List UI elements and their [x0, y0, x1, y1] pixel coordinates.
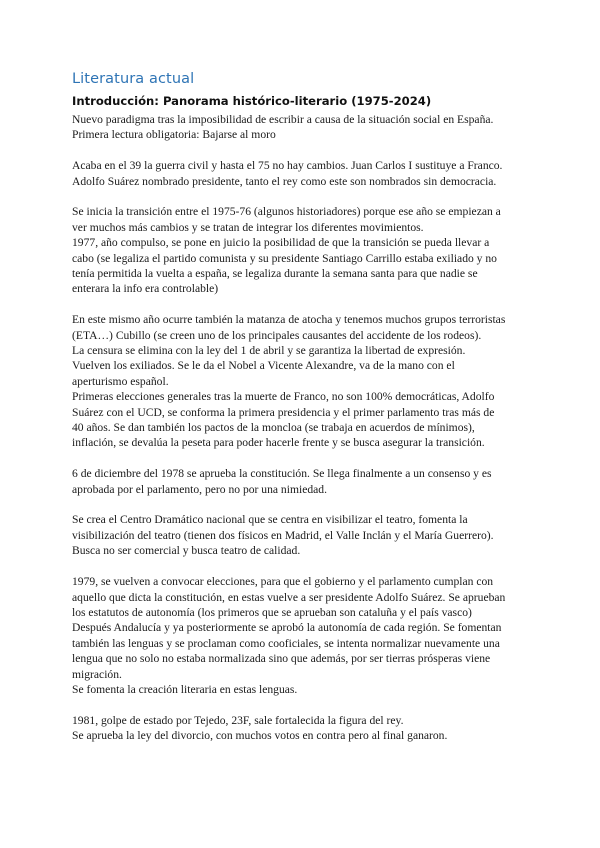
paragraph-line: migración.: [72, 667, 122, 681]
paragraph-line: Se fomenta la creación literaria en estas lenguas.: [72, 682, 298, 696]
paragraph-line: visibilización del teatro (tienen dos físicos en Madrid, el Valle Inclán y el María Guerrero).: [72, 528, 494, 542]
paragraph-line: tenía permitida la vuelta a españa, se legaliza durante la semana santa para que nadie se: [72, 267, 478, 281]
paragraph-line: lengua que no solo no estaba normalizada sino que además, por ser tierras prósperas viene: [72, 652, 491, 666]
paragraph-line: los estatutos de autonomía (los primeros que se aprueban son cataluña y el país vasco): [72, 605, 472, 619]
document-subtitle: Introducción: Panorama histórico-literario (1975-2024): [72, 94, 432, 108]
paragraph-line: Suárez con el UCD, se conforma la primera presidencia y el primer parlamento tras más de: [72, 405, 495, 419]
paragraph-spacer: [72, 451, 532, 466]
paragraph-line: inflación, se devalúa la peseta para poder hacerle frente y se busca asegurar la transición.: [72, 436, 485, 450]
paragraph-line: Nuevo paradigma tras la imposibilidad de escribir a causa de la situación social en España.: [72, 113, 494, 126]
paragraph-spacer: [72, 143, 532, 158]
document-title: Literatura actual: [72, 71, 195, 87]
paragraph-line: ver muchos más cambios y se tratan de integrar los diferentes movimientos.: [72, 220, 424, 234]
paragraph-line: enterara la info era controlable): [72, 282, 219, 296]
paragraph-line: La censura se elimina con la ley del 1 de abril y se garantiza la libertad de expresión.: [72, 344, 466, 358]
paragraph-line: aprobada por el parlamento, pero no por una nimiedad.: [72, 482, 327, 496]
paragraph-line: aquello que dicta la constitución, en estas vuelve a ser presidente Adolfo Suárez. Se aprueban: [72, 590, 506, 604]
paragraph-spacer: [72, 189, 532, 204]
paragraph-line: 6 de diciembre del 1978 se aprueba la constitución. Se llega finalmente a un consenso y es: [72, 467, 492, 481]
paragraph-line: 1981, golpe de estado por Tejedo, 23F, sale fortalecida la figura del rey.: [72, 713, 404, 727]
paragraph-line: Vuelven los exiliados. Se le da el Nobel a Vicente Alexandre, va de la mano con el: [72, 359, 455, 373]
paragraph-line: En este mismo año ocurre también la matanza de atocha y tenemos muchos grupos terroristas: [72, 313, 506, 327]
paragraph-line: aperturismo español.: [72, 374, 169, 388]
paragraph-spacer: [72, 497, 532, 512]
paragraph-line: Primera lectura obligatoria: Bajarse al moro: [72, 128, 276, 142]
paragraph-line: Se inicia la transición entre el 1975-76 (algunos historiadores) porque ese año se empiezan a: [72, 205, 501, 219]
paragraph-line: 40 años. Se dan también los pactos de la moncloa (se trabaja en acuerdos de mínimos),: [72, 421, 475, 435]
paragraph-line: Acaba en el 39 la guerra civil y hasta el 75 no hay cambios. Juan Carlos I sustituye a Franco.: [72, 159, 503, 173]
paragraph-spacer: [72, 559, 532, 574]
paragraph-line: Primeras elecciones generales tras la muerte de Franco, no son 100% democráticas, Adolfo: [72, 390, 495, 404]
paragraph-line: también las lenguas y se proclaman como cooficiales, se intenta normalizar nuevamente una: [72, 636, 500, 650]
document-body: [72, 112, 532, 744]
paragraph-line: 1979, se vuelven a convocar elecciones, para que el gobierno y el parlamento cumplan con: [72, 575, 494, 589]
paragraph-line: Adolfo Suárez nombrado presidente, tanto el rey como este son nombrados sin democracia.: [72, 174, 497, 188]
paragraph-spacer: [72, 697, 532, 712]
paragraph-line: Se crea el Centro Dramático nacional que se centra en visibilizar el teatro, fomenta la: [72, 513, 468, 527]
paragraph-line: Después Andalucía y ya posteriormente se aprobó la autonomía de cada región. Se fomentan: [72, 621, 502, 635]
paragraph-line: (ETA…) Cubillo (se creen uno de los principales causantes del accidente de los rodeos).: [72, 328, 482, 342]
paragraph-spacer: [72, 297, 532, 312]
paragraph-line: Busca no ser comercial y busca teatro de calidad.: [72, 544, 301, 558]
paragraph-line: Se aprueba la ley del divorcio, con muchos votos en contra pero al final ganaron.: [72, 729, 448, 743]
paragraph-line: 1977, año compulso, se pone en juicio la posibilidad de que la transición se pueda llevar a: [72, 236, 490, 250]
paragraph-line: cabo (se legaliza el partido comunista y su presidente Santiago Carrillo estaba exiliado y no: [72, 251, 497, 265]
